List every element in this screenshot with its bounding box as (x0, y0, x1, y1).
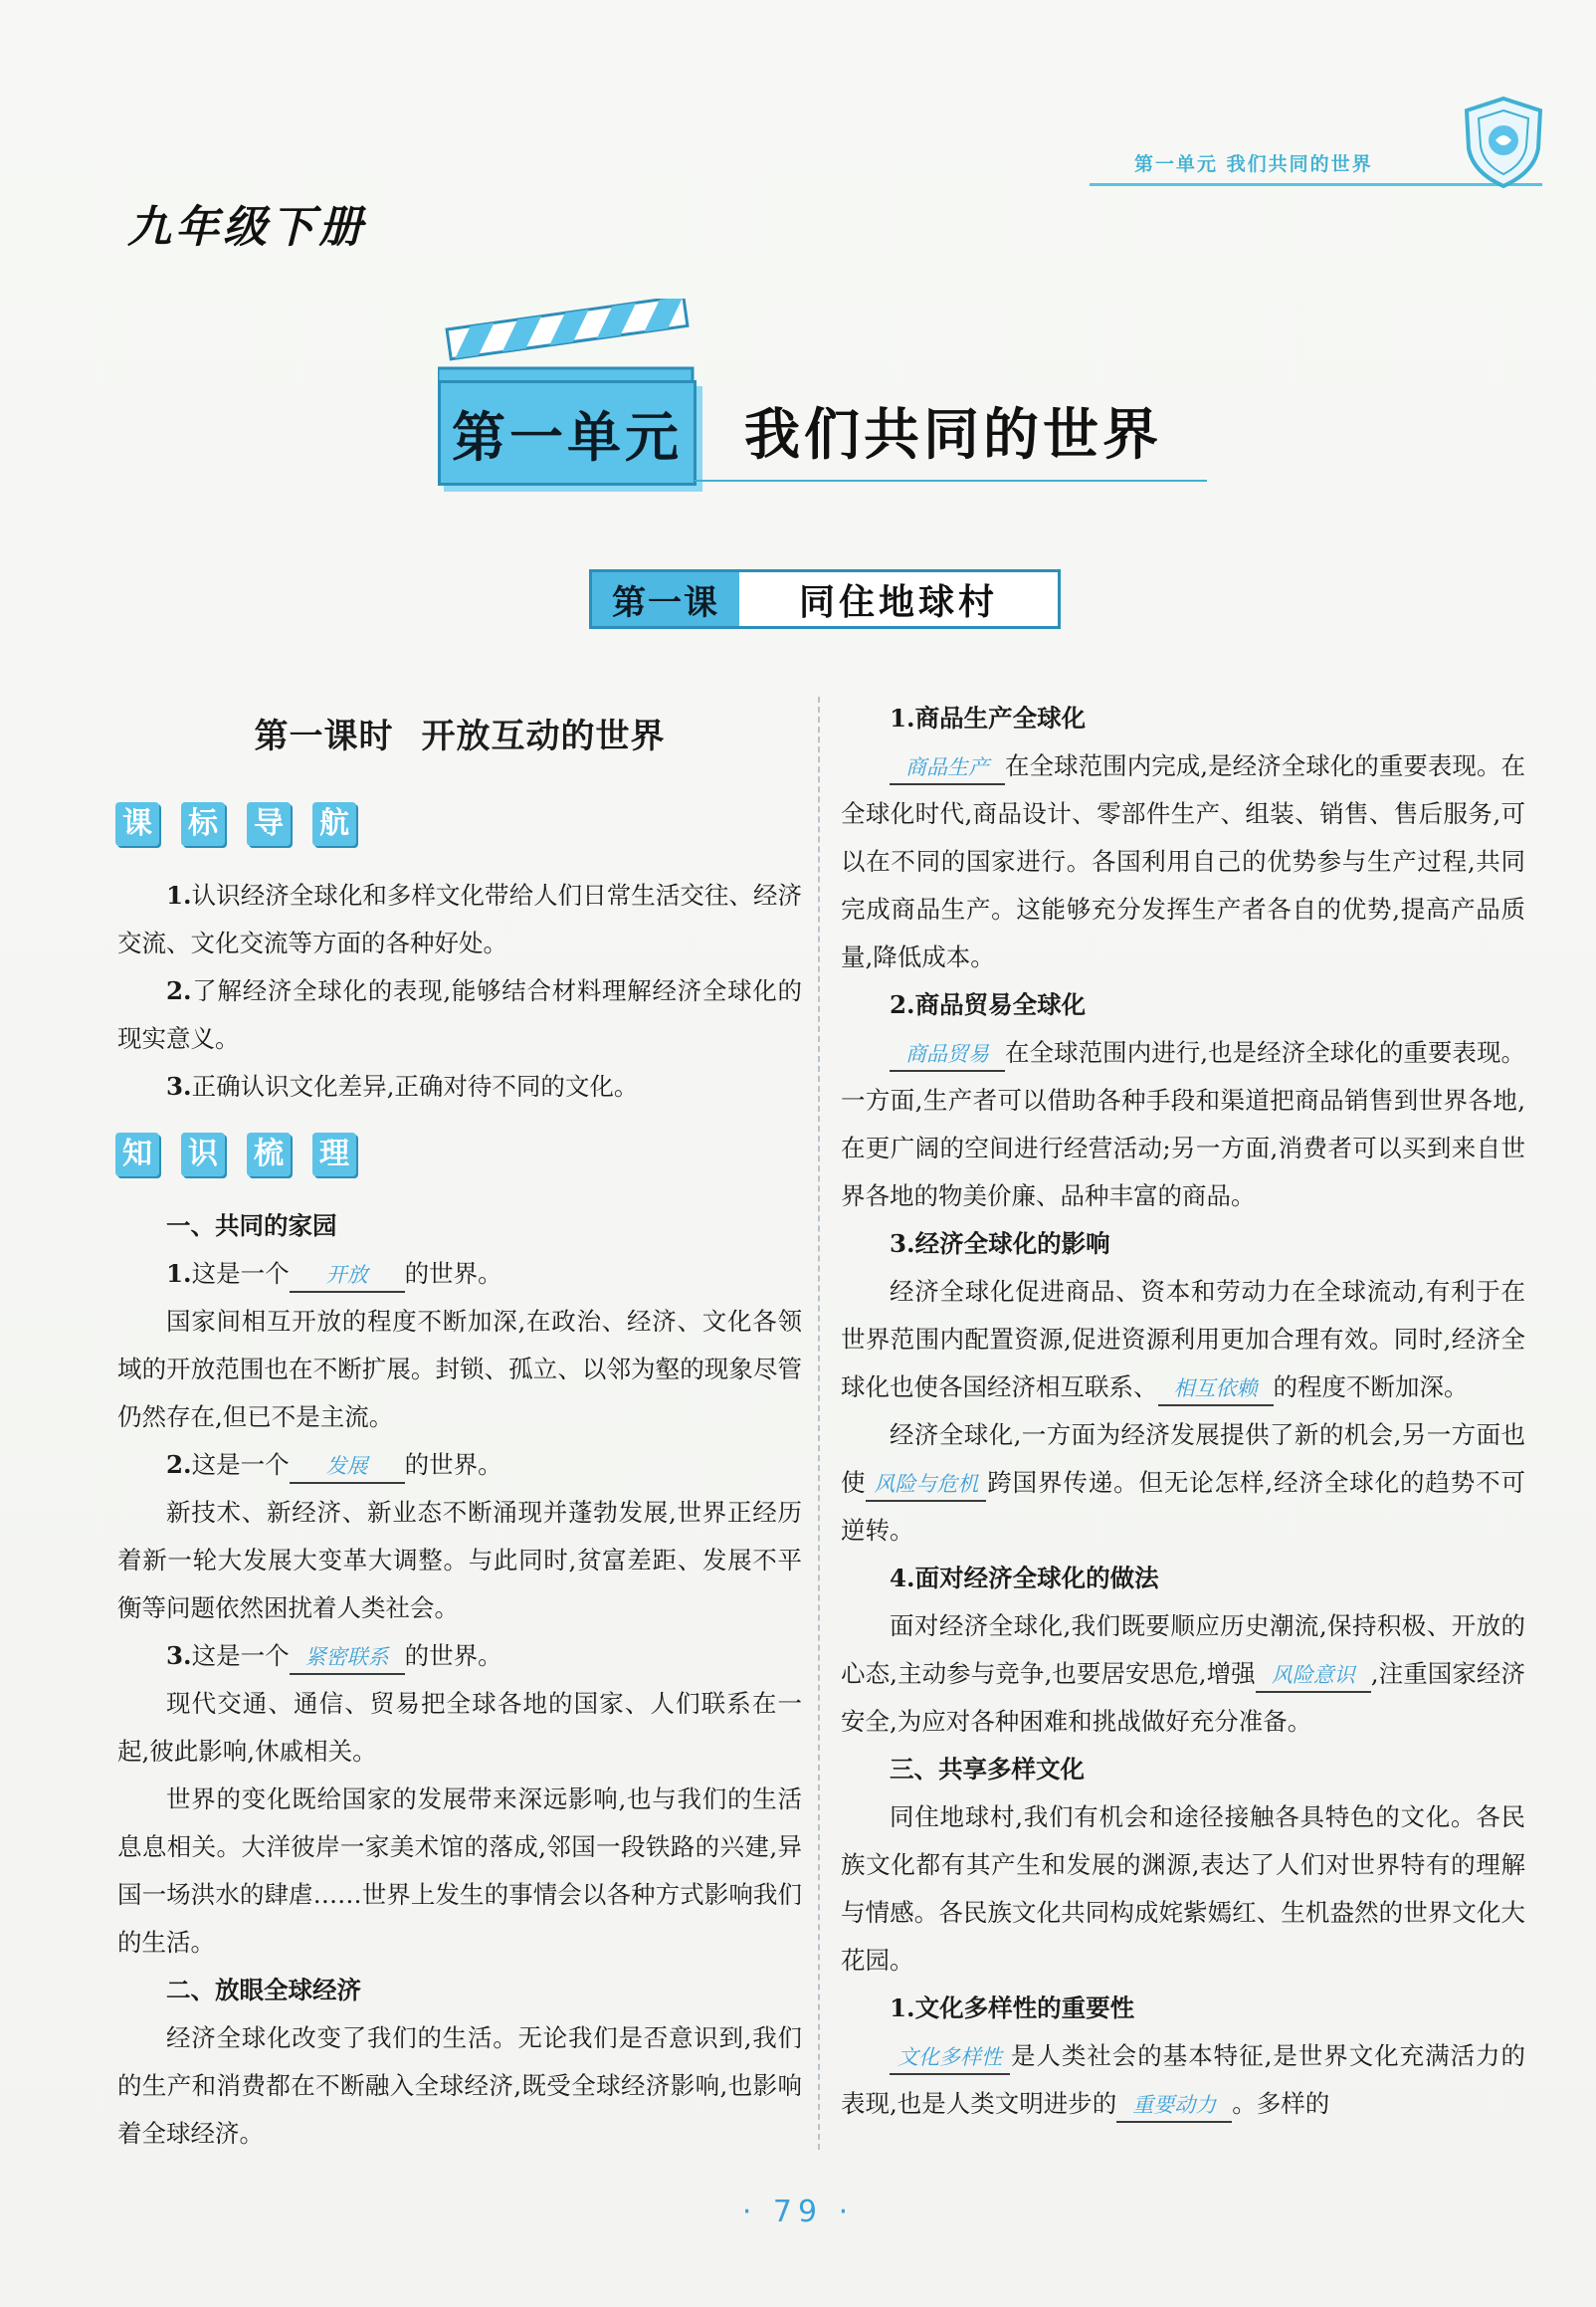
item-number: 2. (890, 990, 915, 1019)
item-number: 1. (166, 1259, 192, 1288)
unit-title-underline (695, 480, 1207, 482)
tag-char: 航 (312, 802, 356, 846)
fill-paragraph (841, 1411, 1525, 1555)
section-heading: 三、共享多样文化 (890, 1755, 1085, 1783)
curriculum-tag (115, 798, 802, 850)
goal-number: 1. (166, 881, 192, 910)
subsection-title: 商品贸易全球化 (914, 990, 1087, 1019)
period-name: 开放互动的世界 (421, 717, 666, 756)
paragraph-text: 经济全球化,一方面为经济发展提供了新的机会,另一方面也使 (841, 1420, 1525, 1497)
answer-blank[interactable]: 商品生产 (890, 751, 1005, 785)
subsection-title: 商品生产全球化 (914, 704, 1087, 733)
tag-char: 课 (115, 802, 159, 846)
paragraph-text: 。多样的 (1232, 2089, 1330, 2118)
item-number: 1. (890, 1993, 915, 2022)
goal-item (117, 967, 802, 1063)
paragraph-text: 在全球范围内完成,是经济全球化的重要表现。在全球化时代,商品设计、零部件生产、组装、销售、售后服务,可以在不同的国家进行。各国利用自己的优势参与生产过程,共同完成商品生产。这能够充分发挥生产者各自的优势,提高产品质量,降低成本。 (841, 751, 1525, 971)
tag-char: 导 (247, 802, 291, 846)
item-text: 这是一个 (191, 1259, 290, 1288)
grade-title: 九年级下册 (127, 202, 366, 253)
right-column (841, 695, 1525, 2128)
tag-char: 标 (181, 802, 225, 846)
fill-item (117, 1250, 802, 1298)
paragraph-text: 是人类社会的基本特征,是世界文化充满活力的表现,也是人类文明进步的 (841, 2041, 1525, 2118)
goal-number: 3. (166, 1072, 192, 1101)
subsection-title: 经济全球化的影响 (914, 1229, 1110, 1258)
item-number: 2. (166, 1450, 192, 1479)
tag-char: 识 (181, 1133, 225, 1176)
tag-char: 理 (312, 1133, 356, 1176)
left-column (117, 705, 802, 2158)
answer-blank[interactable]: 重要动力 (1116, 2089, 1232, 2123)
period-label: 第一课时 (254, 717, 394, 756)
period-title (117, 705, 802, 768)
item-text: 这是一个 (191, 1641, 290, 1670)
item-text: 的世界。 (404, 1259, 502, 1288)
paragraph-text: 的程度不断加深。 (1273, 1372, 1469, 1401)
item-number: 3. (166, 1641, 192, 1670)
item-text: 这是一个 (191, 1450, 290, 1479)
answer-blank[interactable]: 商品贸易 (890, 1038, 1005, 1072)
page-number: · 79 · (741, 2195, 855, 2229)
goal-text: 认识经济全球化和多样文化带给人们日常生活交往、经济交流、文化交流等方面的各种好处。 (117, 881, 802, 957)
paragraph: 新技术、新经济、新业态不断涌现并蓬勃发展,世界正经历着新一轮大发展大变革大调整。与此同时,贫富差距、发展不平衡等问题依然困扰着人类社会。 (117, 1498, 802, 1622)
fill-paragraph (841, 742, 1525, 981)
subsection-heading (841, 1985, 1525, 2032)
answer-blank[interactable]: 发展 (290, 1450, 405, 1484)
goal-text: 了解经济全球化的表现,能够结合材料理解经济全球化的现实意义。 (117, 976, 802, 1053)
fill-item (117, 1632, 802, 1680)
answer-blank[interactable]: 风险意识 (1256, 1659, 1371, 1693)
answer-blank[interactable]: 相互依赖 (1158, 1372, 1274, 1406)
tag-char: 知 (115, 1133, 159, 1176)
paragraph-text: 面对经济全球化,我们既要顺应历史潮流,保持积极、开放的心态,主动参与竞争,也要居安思危,增强 (841, 1611, 1525, 1688)
shield-logo-icon (1461, 95, 1546, 190)
knowledge-tag (115, 1129, 802, 1180)
subsection-heading (841, 695, 1525, 742)
paragraph-text: 经济全球化促进商品、资本和劳动力在全球流动,有利于在世界范围内配置资源,促进资源利用更加合理有效。同时,经济全球化也使各国经济相互联系、 (841, 1277, 1525, 1401)
item-number: 1. (890, 704, 915, 733)
paragraph: 国家间相互开放的程度不断加深,在政治、经济、文化各领域的开放范围也在不断扩展。封锁、孤立、以邻为壑的现象尽管仍然存在,但已不是主流。 (117, 1307, 802, 1431)
subsection-heading (841, 1220, 1525, 1268)
item-text: 的世界。 (404, 1641, 502, 1670)
answer-blank[interactable]: 风险与危机 (866, 1468, 986, 1502)
fill-paragraph (841, 1602, 1525, 1746)
paragraph-text: ,注重国家经济安全,为应对各种困难和挑战做好充分准备。 (841, 1659, 1525, 1736)
answer-blank[interactable]: 紧密联系 (290, 1641, 405, 1675)
paragraph-text: 在全球范围内进行,也是经济全球化的重要表现。一方面,生产者可以借助各种手段和渠道把商品销售到世界各地,在更广阔的空间进行经营活动;另一方面,消费者可以买到来自世界各地的物美价廉、品种丰富的商品。 (841, 1038, 1525, 1210)
lesson-title: 同住地球村 (798, 580, 998, 623)
fill-paragraph (841, 1268, 1525, 1411)
item-number: 4. (890, 1564, 915, 1592)
running-header: 第一单元 我们共同的世界 (1134, 153, 1373, 175)
goal-number: 2. (166, 976, 192, 1005)
subsection-title: 面对经济全球化的做法 (914, 1564, 1159, 1592)
paragraph: 现代交通、通信、贸易把全球各地的国家、人们联系在一起,彼此影响,休戚相关。 (117, 1689, 802, 1766)
lesson-banner (589, 569, 1061, 629)
paragraph: 经济全球化改变了我们的生活。无论我们是否意识到,我们的生产和消费都在不断融入全球经济,既受全球经济影响,也影响着全球经济。 (117, 2023, 802, 2148)
item-number: 3. (890, 1229, 915, 1258)
unit-number: 第一单元 (438, 380, 697, 486)
tag-char: 梳 (247, 1133, 291, 1176)
subsection-heading (841, 1555, 1525, 1602)
fill-paragraph (841, 1029, 1525, 1220)
answer-blank[interactable]: 文化多样性 (890, 2041, 1010, 2075)
section-heading: 一、共同的家园 (166, 1211, 337, 1240)
column-divider (818, 697, 820, 2150)
fill-paragraph (841, 2032, 1525, 2128)
goal-item (117, 1063, 802, 1111)
section-heading: 二、放眼全球经济 (166, 1976, 361, 2004)
goal-item (117, 872, 802, 967)
item-text: 的世界。 (404, 1450, 502, 1479)
goal-text: 正确认识文化差异,正确对待不同的文化。 (191, 1072, 639, 1101)
paragraph: 世界的变化既给国家的发展带来深远影响,也与我们的生活息息相关。大洋彼岸一家美术馆的落成,邻国一段铁路的兴建,异国一场洪水的肆虐……世界上发生的事情会以各种方式影响我们的生活。 (117, 1784, 802, 1957)
paragraph: 同住地球村,我们有机会和途径接触各具特色的文化。各民族文化都有其产生和发展的渊源,表达了人们对世界特有的理解与情感。各民族文化共同构成姹紫嫣红、生机盎然的世界文化大花园。 (841, 1802, 1525, 1975)
subsection-heading (841, 981, 1525, 1029)
fill-item (117, 1441, 802, 1489)
paragraph-text: 跨国界传递。但无论怎样,经济全球化的趋势不可逆转。 (841, 1468, 1526, 1545)
lesson-number: 第一课 (592, 572, 739, 626)
unit-title: 我们共同的世界 (744, 402, 1162, 468)
clapperboard-icon (438, 299, 697, 388)
answer-blank[interactable]: 开放 (290, 1259, 405, 1293)
subsection-title: 文化多样性的重要性 (914, 1993, 1135, 2022)
